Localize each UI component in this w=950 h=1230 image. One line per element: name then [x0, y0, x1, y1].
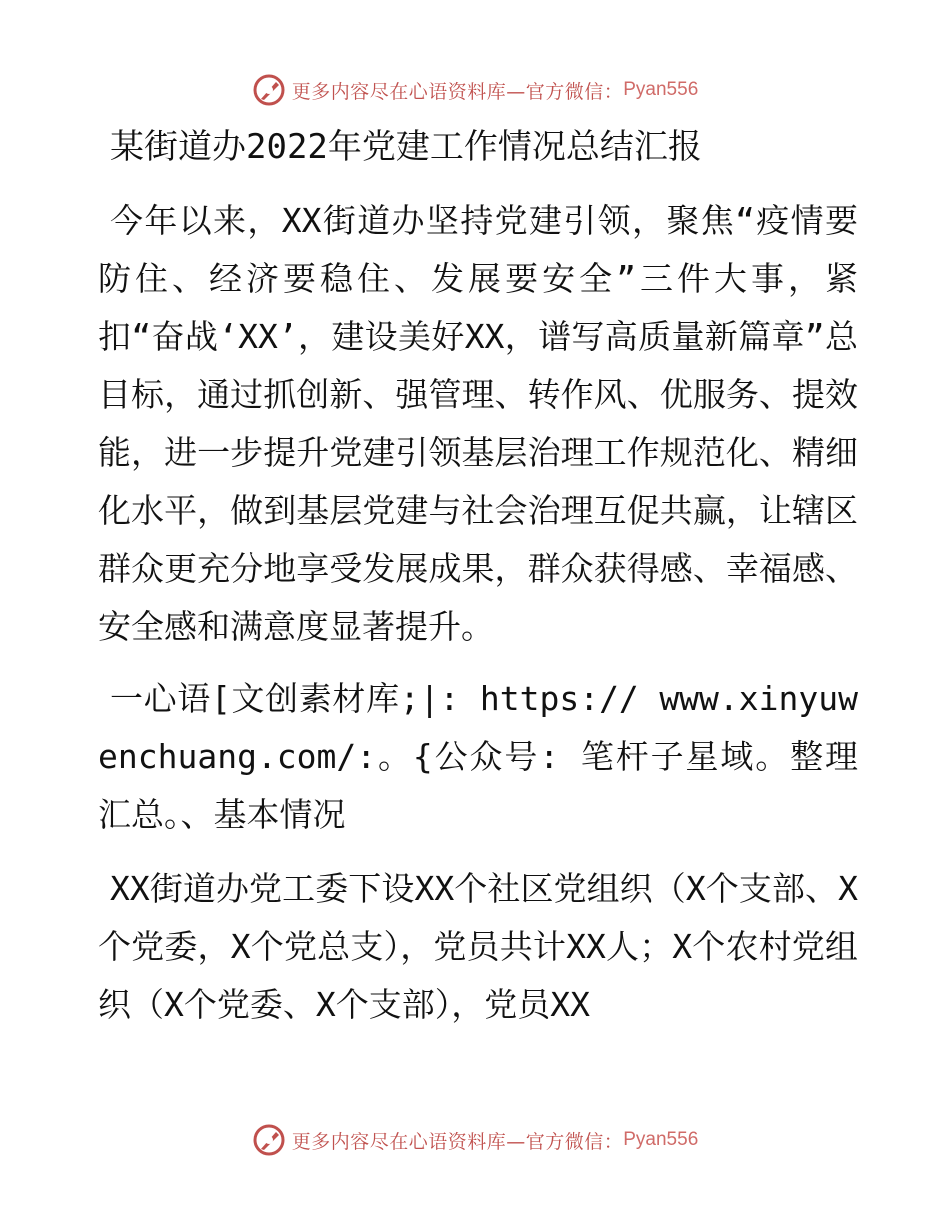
document-body: [98, 118, 858, 1034]
watermark-text: 更多内容尽在心语资料库—官方微信：: [291, 80, 624, 103]
quill-logo-icon: [252, 1123, 286, 1157]
quill-logo-icon: [252, 73, 286, 107]
footer-watermark: [0, 1120, 950, 1160]
watermark-wechat-id: Pyan556: [623, 1129, 699, 1150]
watermark-text: 更多内容尽在心语资料库—官方微信：: [291, 1130, 624, 1153]
paragraph-intro: 今年以来，XX街道办坚持党建引领，聚焦“疫情要防住、经济要稳住、发展要安全”三件大事，紧扣“奋战‘XX’，建设美好XX，谱写高质量新篇章”总目标，通过抓创新、强管理、转作风、优服务、提效能，进一步提升党建引领基层治理工作规范化、精细化水平，做到基层党建与社会治理互促共赢，让辖区群众更充分地享受发展成果，群众获得感、幸福感、安全感和满意度显著提升。: [98, 201, 858, 646]
paragraph-basic-info: XX街道办党工委下设XX个社区党组织（X个支部、X个党委，X个党总支），党员共计XX人；X个农村党组织（X个党委、X个支部），党员XX: [98, 869, 858, 1024]
watermark-wechat-id: Pyan556: [623, 79, 699, 100]
header-watermark: [0, 70, 950, 110]
document-title: 某街道办2022年党建工作情况总结汇报: [110, 127, 702, 167]
paragraph-source-note: 一心语[文创素材库;|: https:// www.xinyuwenchuang.com/:。{公众号: 笔杆子星域。整理汇总。、基本情况: [98, 679, 858, 834]
